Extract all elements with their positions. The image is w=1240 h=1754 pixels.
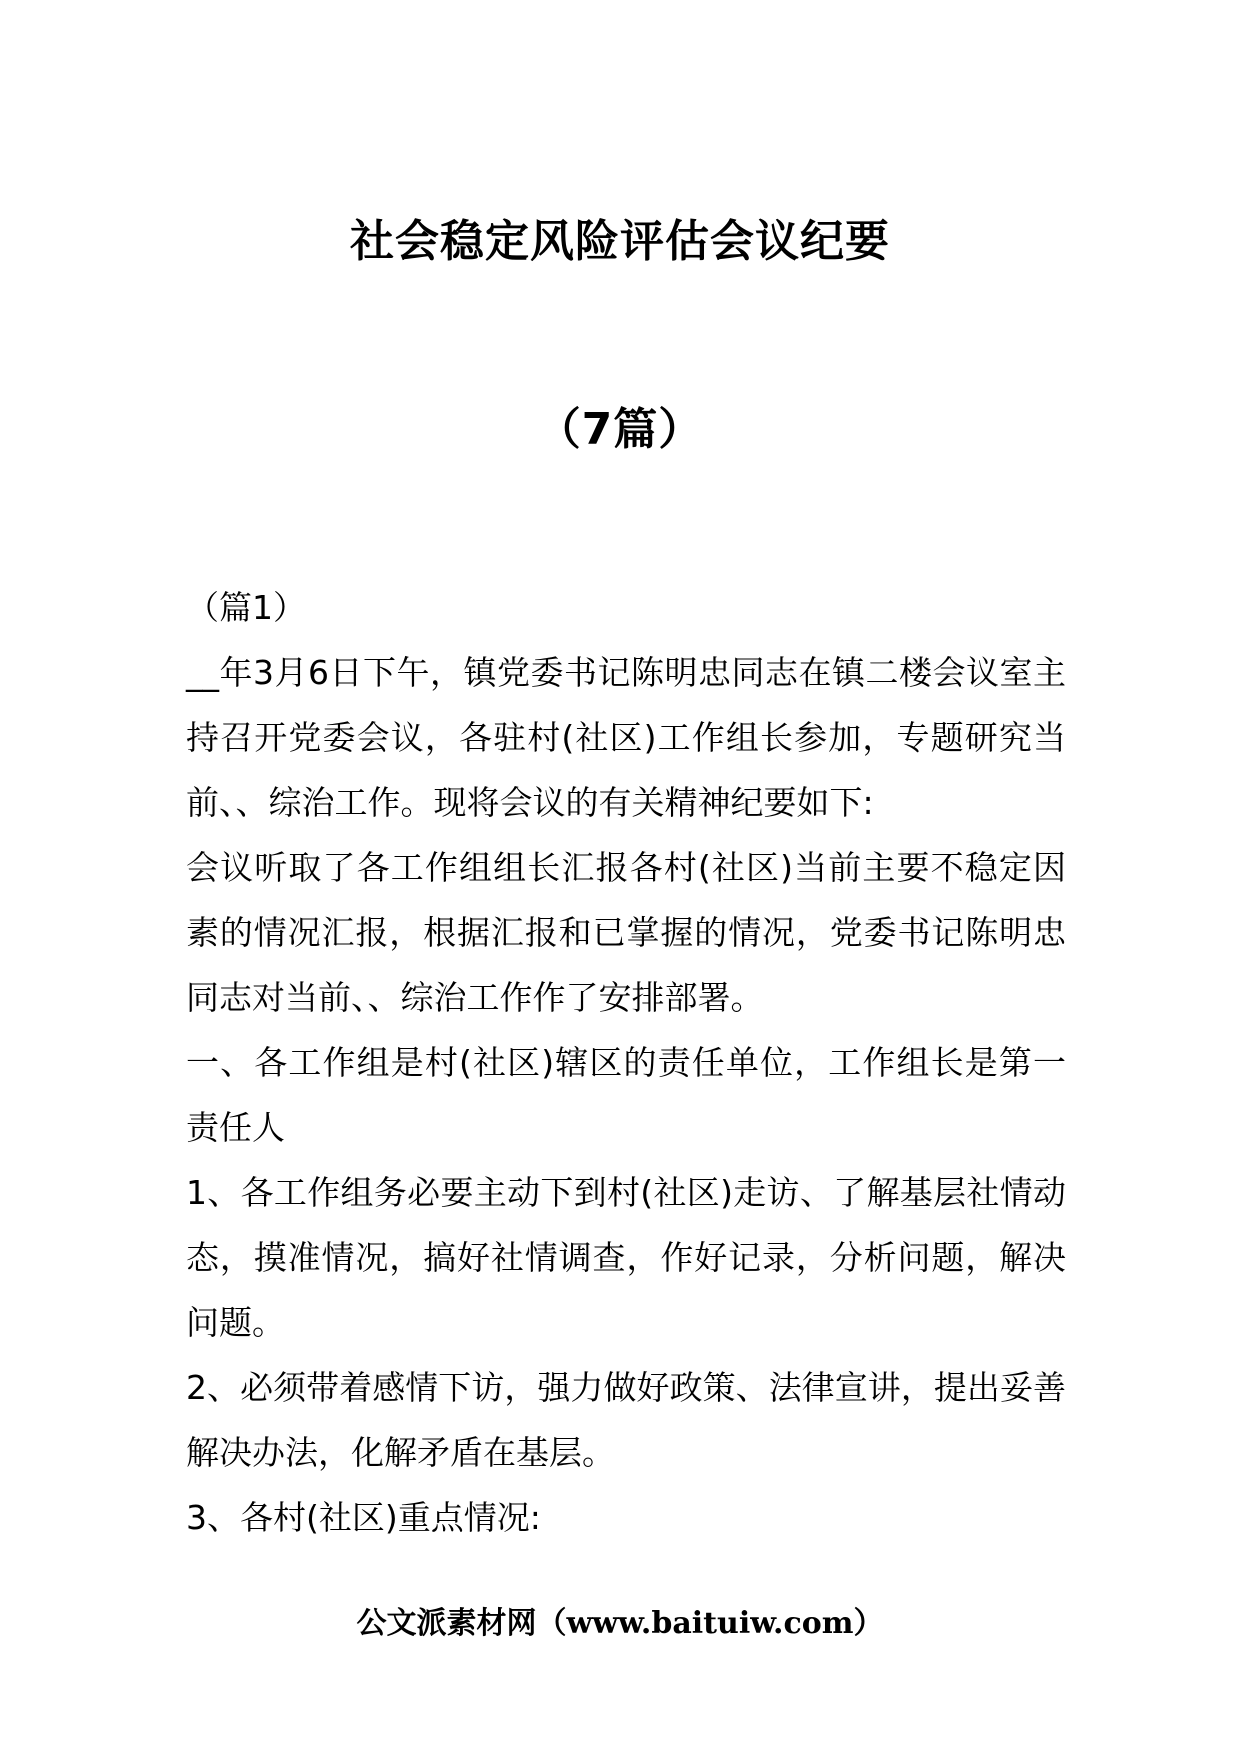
body-paragraph: 一、各工作组是村(社区)辖区的责任单位，工作组长是第一责任人: [186, 1043, 1066, 1147]
body-paragraph: 1、各工作组务必要主动下到村(社区)走访、了解基层社情动态，摸准情况，搞好社情调查，作好记录，分析问题，解决问题。: [186, 1173, 1066, 1342]
section-heading: （篇1）: [186, 588, 306, 627]
document-title: 社会稳定风险评估会议纪要: [350, 216, 890, 267]
document-subtitle: （7篇）: [536, 404, 704, 455]
body-paragraph: 2、必须带着感情下访，强力做好政策、法律宣讲，提出妥善解决办法，化解矛盾在基层。: [186, 1368, 1066, 1472]
body-paragraph: 3、各村(社区)重点情况:: [186, 1498, 541, 1537]
page-footer: 公文派素材网（www.baituiw.com）: [356, 1606, 884, 1641]
body-paragraph: __年3月6日下午，镇党委书记陈明忠同志在镇二楼会议室主持召开党委会议，各驻村(社区)工作组长参加，专题研究当前、、综治工作。现将会议的有关精神纪要如下:: [186, 653, 1066, 822]
document-body: [186, 575, 1066, 1550]
body-paragraph: 会议听取了各工作组组长汇报各村(社区)当前主要不稳定因素的情况汇报，根据汇报和已掌握的情况，党委书记陈明忠同志对当前、、综治工作作了安排部署。: [186, 848, 1066, 1017]
